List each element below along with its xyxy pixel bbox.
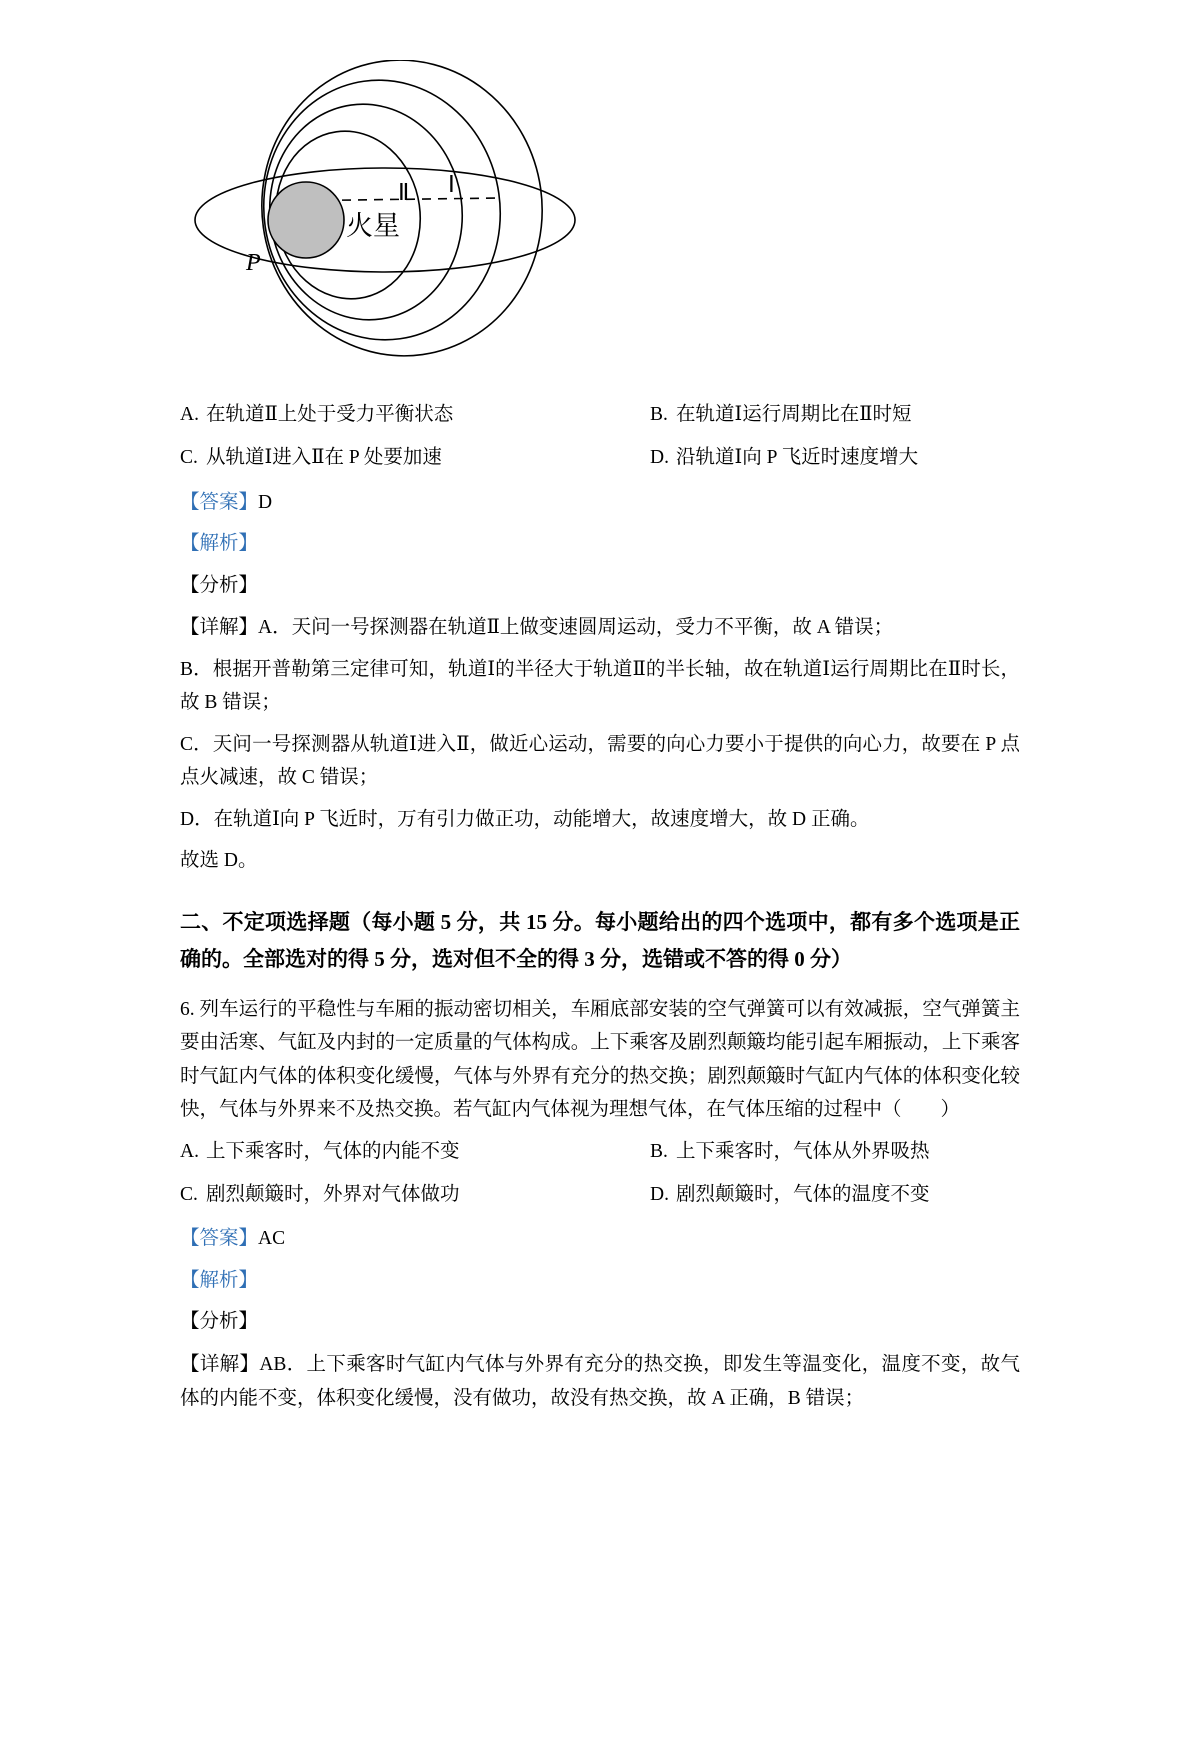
q5-detail-a-text: A．天问一号探测器在轨道Ⅱ上做变速圆周运动，受力不平衡，故 A 错误； bbox=[258, 617, 894, 639]
q5-options-row-2 bbox=[180, 443, 1020, 472]
document-page bbox=[0, 60, 1200, 1758]
q6-option-c-text: 剧烈颠簸时，外界对气体做功 bbox=[206, 1184, 460, 1206]
orbit-2-label: Ⅱ bbox=[398, 180, 410, 205]
q6-option-d-text: 剧烈颠簸时，气体的温度不变 bbox=[676, 1184, 930, 1206]
section-heading: 二、不定项选择题（每小题 5 分，共 15 分。每小题给出的四个选项中，都有多个选项是正确的。全部选对的得 5 分，选对但不全的得 3 分，选错或不答的得 0 分） bbox=[180, 909, 1020, 972]
q6-option-b[interactable] bbox=[600, 1137, 1020, 1166]
orbit-1-label: Ⅰ bbox=[448, 172, 455, 197]
q5-option-c[interactable] bbox=[180, 443, 600, 472]
q5-answer-value: D bbox=[258, 491, 273, 513]
q5-analysis-tag: 【解析】 bbox=[180, 533, 259, 555]
q5-option-a-label: A. bbox=[180, 404, 199, 425]
q6-option-a-label: A. bbox=[180, 1140, 199, 1162]
q6-option-a-text: 上下乘客时，气体的内能不变 bbox=[206, 1140, 460, 1162]
q5-option-b[interactable] bbox=[600, 400, 1020, 429]
q5-option-c-label: C. bbox=[180, 447, 198, 469]
q6-option-c-label: C. bbox=[180, 1184, 198, 1206]
q5-option-c-text: 从轨道Ⅰ进入Ⅱ在 P 处要加速 bbox=[206, 447, 442, 469]
q6-detail-tag: 【详解】 bbox=[180, 1354, 260, 1376]
q5-option-d-text: 沿轨道Ⅰ向 P 飞近时速度增大 bbox=[676, 447, 919, 469]
q5-detail-c: C．天问一号探测器从轨道Ⅰ进入Ⅱ，做近心运动，需要的向心力要小于提供的向心力，故要在 P 点点火减速，故 C 错误； bbox=[180, 733, 1020, 789]
q5-options-row-1 bbox=[180, 400, 1020, 429]
q5-detail-d: D．在轨道Ⅰ向 P 飞近时，万有引力做正功，动能增大，故速度增大，故 D 正确。 bbox=[180, 808, 870, 830]
q6-option-a[interactable] bbox=[180, 1137, 600, 1166]
q6-option-b-text: 上下乘客时，气体从外界吸热 bbox=[676, 1140, 930, 1162]
q5-option-a[interactable] bbox=[180, 400, 600, 429]
q6-answer-line bbox=[180, 1223, 1020, 1255]
q6-option-d-label: D. bbox=[650, 1184, 669, 1206]
q5-brief-tag: 【分析】 bbox=[180, 574, 259, 596]
q6-options-row-1 bbox=[180, 1137, 1020, 1166]
q6-answer-value: AC bbox=[258, 1228, 286, 1250]
q6-option-c[interactable] bbox=[180, 1180, 600, 1209]
q6-detail-ab-text: AB．上下乘客时气缸内气体与外界有充分的热交换，即发生等温变化，温度不变，故气体的内能不变，体积变化缓慢，没有做功，故没有热交换，故 A 正确，B 错误； bbox=[180, 1354, 1020, 1409]
q6-option-b-label: B. bbox=[650, 1140, 668, 1162]
q6-detail-ab bbox=[180, 1348, 1020, 1415]
q5-option-d-label: D. bbox=[650, 447, 669, 469]
q6-options-row-2 bbox=[180, 1180, 1020, 1209]
q5-answer-line bbox=[180, 487, 1020, 519]
q5-option-b-text: 在轨道Ⅰ运行周期比在Ⅱ时短 bbox=[676, 404, 912, 425]
point-p-label: P bbox=[246, 250, 261, 276]
q6-brief-tag: 【分析】 bbox=[180, 1311, 259, 1333]
q5-option-a-text: 在轨道Ⅱ上处于受力平衡状态 bbox=[206, 404, 454, 425]
q5-detail-b: B．根据开普勒第三定律可知，轨道Ⅰ的半径大于轨道Ⅱ的半长轴，故在轨道Ⅰ运行周期比在Ⅱ时长，故 B 错误； bbox=[180, 658, 1020, 714]
mars-orbit-figure bbox=[180, 60, 1020, 400]
q5-option-b-label: B. bbox=[650, 404, 668, 425]
q5-detail-tag: 【详解】 bbox=[180, 617, 259, 639]
q5-analysis-line bbox=[180, 528, 1020, 560]
q6-stem: 6. 列车运行的平稳性与车厢的振动密切相关，车厢底部安装的空气弹簧可以有效减振，空气弹簧主要由活寒、气缸及内封的一定质量的气体构成。上下乘客及剧烈颠簸均能引起车厢振动，上下乘客时气缸内气体的体积变化缓慢，气体与外界有充分的热交换；剧烈颠簸时气缸内气体的体积变化较快，气体与外界来不及热交换。若气缸内气体视为理想气体，在气体压缩的过程中（ ） bbox=[180, 998, 1020, 1121]
q5-option-d[interactable] bbox=[600, 443, 1020, 472]
q6-analysis-line bbox=[180, 1265, 1020, 1297]
mars-body bbox=[268, 182, 344, 258]
q5-brief-line bbox=[180, 570, 1020, 602]
q6-option-d[interactable] bbox=[600, 1180, 1020, 1209]
mars-label: 火星 bbox=[346, 211, 400, 241]
q5-answer-tag: 【答案】 bbox=[180, 491, 259, 513]
q5-detail-a bbox=[180, 611, 1020, 645]
q6-analysis-tag: 【解析】 bbox=[180, 1269, 259, 1291]
q6-brief-line bbox=[180, 1306, 1020, 1338]
q6-answer-tag: 【答案】 bbox=[180, 1228, 259, 1250]
q5-conclusion: 故选 D。 bbox=[180, 850, 258, 872]
mars-orbit-svg bbox=[170, 60, 690, 390]
